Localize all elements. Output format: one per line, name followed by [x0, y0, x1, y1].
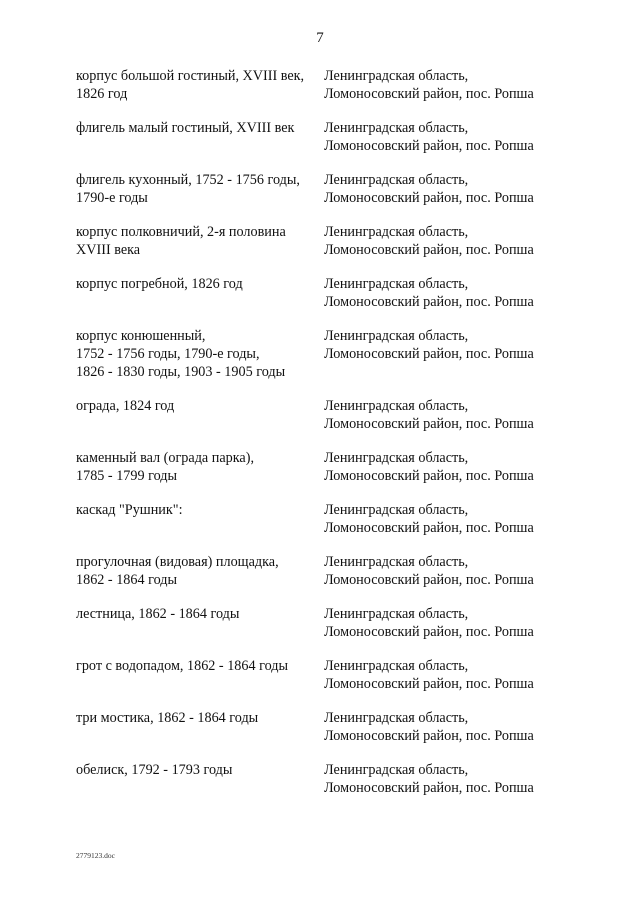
object-address: Ленинградская область, Ломоносовский район, пос. Ропша [324, 398, 534, 432]
list-item [76, 67, 556, 103]
object-name: прогулочная (видовая) площадка, 1862 - 1864 годы [76, 554, 279, 588]
list-item [76, 657, 556, 693]
object-address: Ленинградская область, Ломоносовский район, пос. Ропша [324, 172, 534, 206]
list-item [76, 327, 556, 381]
object-name: корпус погребной, 1826 год [76, 276, 243, 292]
object-name: флигель кухонный, 1752 - 1756 годы, 1790-е годы [76, 172, 300, 206]
list-item [76, 223, 556, 259]
object-address: Ленинградская область, Ломоносовский район, пос. Ропша [324, 224, 534, 258]
object-address: Ленинградская область, Ломоносовский район, пос. Ропша [324, 710, 534, 744]
object-name: флигель малый гостиный, XVIII век [76, 120, 295, 136]
object-address: Ленинградская область, Ломоносовский район, пос. Ропша [324, 120, 534, 154]
object-name: каменный вал (ограда парка), 1785 - 1799 годы [76, 450, 254, 484]
object-name: ограда, 1824 год [76, 398, 175, 414]
list-item [76, 501, 556, 537]
list-item [76, 605, 556, 641]
object-address: Ленинградская область, Ломоносовский район, пос. Ропша [324, 762, 534, 796]
list-item [76, 709, 556, 745]
object-name: три мостика, 1862 - 1864 годы [76, 710, 259, 726]
list-item [76, 397, 556, 433]
object-name: обелиск, 1792 - 1793 годы [76, 762, 233, 778]
list-item [76, 171, 556, 207]
object-name: грот с водопадом, 1862 - 1864 годы [76, 658, 289, 674]
heritage-object-list [76, 67, 556, 797]
list-item [76, 275, 556, 311]
list-item [76, 553, 556, 589]
object-address: Ленинградская область, Ломоносовский район, пос. Ропша [324, 658, 534, 692]
object-name: лестница, 1862 - 1864 годы [76, 606, 240, 622]
list-item [76, 119, 556, 155]
object-name: корпус конюшенный, 1752 - 1756 годы, 1790-е годы, 1826 - 1830 годы, 1903 - 1905 годы [76, 328, 286, 380]
object-name: корпус полковничий, 2-я половина XVIII века [76, 224, 286, 258]
list-item [76, 449, 556, 485]
object-name: корпус большой гостиный, XVIII век, 1826 год [76, 68, 305, 102]
object-address: Ленинградская область, Ломоносовский район, пос. Ропша [324, 502, 534, 536]
object-address: Ленинградская область, Ломоносовский район, пос. Ропша [324, 606, 534, 640]
object-address: Ленинградская область, Ломоносовский район, пос. Ропша [324, 68, 534, 102]
object-address: Ленинградская область, Ломоносовский район, пос. Ропша [324, 450, 534, 484]
object-address: Ленинградская область, Ломоносовский район, пос. Ропша [324, 328, 534, 362]
object-address: Ленинградская область, Ломоносовский район, пос. Ропша [324, 276, 534, 310]
object-name: каскад "Рушник": [76, 502, 183, 518]
list-item [76, 761, 556, 797]
document-filename: 2779123.doc [76, 851, 115, 860]
object-address: Ленинградская область, Ломоносовский район, пос. Ропша [324, 554, 534, 588]
page-number: 7 [316, 30, 324, 46]
